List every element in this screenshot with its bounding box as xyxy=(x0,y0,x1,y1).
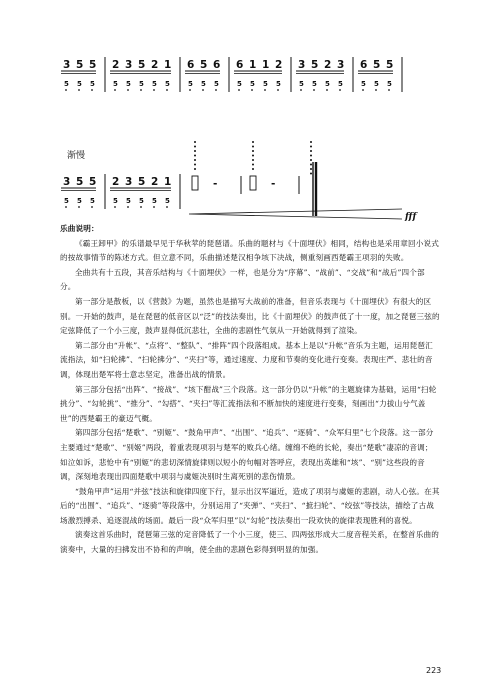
tremolo-mark xyxy=(252,168,254,170)
octave-dot xyxy=(339,89,341,91)
bass-note: 5 xyxy=(165,80,170,88)
note: 3 xyxy=(63,59,71,71)
bass-note: 5 xyxy=(299,80,304,88)
note: 5 xyxy=(76,59,84,71)
explanation-section xyxy=(60,222,440,558)
crescendo-hairpin xyxy=(189,209,402,219)
paragraph: 第四部分包括“楚歌”、“别姬”、“鼓角甲声”、“出围”、“追兵”、“逐骑”、“众军归里”七个段落。这一部分主要通过“楚歌”、“别姬”两段，着重表现项羽与楚军的败兵心绪。缠绵不绝的长轮，奏出“楚歌”凄凉的音调；如泣如诉，悲怆中有“别姬”的悲切深情旋律则以短小的句幅对答呼应，表现出英雄和“垓”、“别”这些段的音调，深刻地表现出四面楚歌中项羽与虞姬决别时生离死别的悲伤情景。 xyxy=(60,428,434,482)
bass-note: 5 xyxy=(276,80,281,88)
tremolo-mark xyxy=(252,155,254,157)
bass-note: 5 xyxy=(201,80,206,88)
bass-note: 5 xyxy=(237,80,242,88)
note: 3 xyxy=(125,176,133,188)
bass-note: 5 xyxy=(77,197,82,205)
octave-dot xyxy=(326,89,328,91)
bass-note: 5 xyxy=(113,197,118,205)
tremolo-mark xyxy=(310,159,312,161)
note: 2 xyxy=(112,59,120,71)
note: 1 xyxy=(262,59,270,71)
bass-note: 5 xyxy=(152,197,157,205)
octave-dot xyxy=(114,206,116,208)
octave-dot xyxy=(388,89,390,91)
note: 5 xyxy=(89,59,97,71)
paragraph: 第二部分由“升帐”、“点将”、“整队”、“排阵”四个段落组成。基本上是以“升帐”音乐为主题，运用琵琶汇流指法，如“扫轮拂”、“扫轮拂分”、“夹扫”等，通过速度、力度和节奏的变化进行变奏。表现庄严、悲壮的音调，体现出楚军将士意志坚定，准备出战的情景。 xyxy=(60,340,433,379)
octave-dot xyxy=(313,89,315,91)
chord-box xyxy=(250,176,256,190)
bass-note: 5 xyxy=(139,80,144,88)
note: 5 xyxy=(138,176,146,188)
note: 6 xyxy=(187,59,195,71)
octave-dot xyxy=(65,206,67,208)
explanation-body xyxy=(60,237,440,558)
bass-note: 5 xyxy=(338,80,343,88)
tremolo-mark xyxy=(194,150,196,152)
note: 5 xyxy=(200,59,208,71)
bass-note: 5 xyxy=(165,197,170,205)
octave-dot xyxy=(264,89,266,91)
bass-note: 5 xyxy=(64,80,69,88)
octave-dot xyxy=(202,89,204,91)
tremolo-mark xyxy=(310,155,312,157)
octave-dot xyxy=(153,89,155,91)
note: 2 xyxy=(112,176,120,188)
tremolo-mark xyxy=(194,168,196,170)
bass-note: 5 xyxy=(325,80,330,88)
tremolo-mark xyxy=(310,150,312,152)
bass-note: 5 xyxy=(126,197,131,205)
paragraph: 第一部分是散板，以《营鼓》为题，虽然也是描写大战前的准备，但音乐表现与《十面埋伏》有很大的区别。一开始的鼓声，是在琵琶的低音区以“泛”的技法奏出，比《十面埋伏》的鼓声低了十一度，加之琵琶三弦的定弦降低了一个小三度，鼓声显得低沉悲壮，全曲的悲剧性气氛从一开始就得到了渲染。 xyxy=(60,296,440,336)
octave-dot xyxy=(375,89,377,91)
bass-note: 5 xyxy=(188,80,193,88)
note: 2 xyxy=(324,59,332,71)
note: 1 xyxy=(249,59,257,71)
octave-dot xyxy=(300,89,302,91)
note: 5 xyxy=(373,59,381,71)
bass-note: 5 xyxy=(90,197,95,205)
octave-dot xyxy=(238,89,240,91)
tremolo-mark xyxy=(194,155,196,157)
bass-note: 5 xyxy=(263,80,268,88)
bass-note: 5 xyxy=(312,80,317,88)
note: 6 xyxy=(236,59,244,71)
note: 2 xyxy=(275,59,283,71)
octave-dot xyxy=(140,89,142,91)
octave-dot xyxy=(78,89,80,91)
bass-note: 5 xyxy=(152,80,157,88)
bass-note: 5 xyxy=(126,80,131,88)
score-svg xyxy=(0,0,483,225)
bass-note: 5 xyxy=(64,197,69,205)
page-number: 223 xyxy=(426,666,442,675)
note: 5 xyxy=(89,176,97,188)
paragraph: “鼓角甲声”运用“并弦”技法和旋律四度下行，显示出汉军逼近，造成了项羽与虞姬的悲剧，动人心弦。在其后的“出围”、“追兵”、“逐骑”等段落中，分别运用了“夹弹”、“夹扫”、“摭扫轮”、“绞弦”等技法，描绘了古战场激烈搏杀、追逐混战的场面。最后一段“众军归里”以“勾轮”技法奏出一段欢快的旋律表现胜利的喜悦。 xyxy=(60,486,440,525)
bass-note: 5 xyxy=(374,80,379,88)
octave-dot xyxy=(153,206,155,208)
chord-box xyxy=(192,176,198,190)
octave-dot xyxy=(78,206,80,208)
tremolo-mark xyxy=(310,173,312,175)
dynamic-marking: fff xyxy=(405,212,417,222)
tremolo-mark xyxy=(194,164,196,166)
paragraph: 全曲共有十五段，其音乐结构与《十面埋伏》一样，也是分为“序幕”、“战前”、“交战”和“战后”四个部分。 xyxy=(60,267,425,292)
note: 2 xyxy=(151,176,159,188)
note: 3 xyxy=(298,59,306,71)
sustain-dash: - xyxy=(213,178,218,190)
tremolo-mark xyxy=(194,159,196,161)
octave-dot xyxy=(91,89,93,91)
octave-dot xyxy=(127,89,129,91)
paragraph: 第三部分包括“出阵”、“接战”、“垓下酣战”三个段落。这一部分仍以“升帐”的主题旋律为基础，运用“扫轮挑分”、“勾轮挑”、“推分”、“勾搭”、“夹扫”等汇流指法和不断加快的速度进行变奏，刻画出“力拔山兮气盖世”的西楚霸王的豪迈气概。 xyxy=(60,384,437,423)
tremolo-mark xyxy=(252,146,254,148)
octave-dot xyxy=(251,89,253,91)
octave-dot xyxy=(166,89,168,91)
score-row-1 xyxy=(61,57,402,92)
tempo-marking: 渐慢 xyxy=(67,151,86,161)
note: 1 xyxy=(164,59,172,71)
note: 5 xyxy=(311,59,319,71)
note: 5 xyxy=(76,176,84,188)
bass-note: 5 xyxy=(361,80,366,88)
note: 6 xyxy=(213,59,221,71)
octave-dot xyxy=(140,206,142,208)
octave-dot xyxy=(277,89,279,91)
note: 6 xyxy=(360,59,368,71)
tremolo-mark xyxy=(252,141,254,143)
bass-note: 5 xyxy=(139,197,144,205)
note: 3 xyxy=(125,59,133,71)
tremolo-mark xyxy=(252,150,254,152)
tremolo-mark xyxy=(252,159,254,161)
sustain-dash: - xyxy=(271,178,276,190)
bass-note: 5 xyxy=(113,80,118,88)
music-score xyxy=(0,0,483,225)
tremolo-mark xyxy=(310,146,312,148)
tremolo-mark xyxy=(310,141,312,143)
note: 5 xyxy=(386,59,394,71)
octave-dot xyxy=(215,89,217,91)
tremolo-mark xyxy=(194,146,196,148)
note: 1 xyxy=(164,176,172,188)
bass-note: 5 xyxy=(387,80,392,88)
tremolo-mark xyxy=(310,164,312,166)
octave-dot xyxy=(91,206,93,208)
note: 2 xyxy=(151,59,159,71)
octave-dot xyxy=(362,89,364,91)
octave-dot xyxy=(127,206,129,208)
tremolo-mark xyxy=(310,168,312,170)
tremolo-mark xyxy=(252,164,254,166)
octave-dot xyxy=(166,206,168,208)
octave-dot xyxy=(65,89,67,91)
octave-dot xyxy=(189,89,191,91)
bass-note: 5 xyxy=(90,80,95,88)
bass-note: 5 xyxy=(250,80,255,88)
score-row-2 xyxy=(61,174,180,209)
note: 5 xyxy=(138,59,146,71)
paragraph: 《霸王卸甲》的乐谱最早见于华秋苹的琵琶谱。乐曲的题材与《十面埋伏》相同，结构也是采用章回小说式的按故事情节的陈述方式。但立意不同，乐曲描述楚汉相争垓下决战，侧重刻画西楚霸王项羽的失败。 xyxy=(60,238,439,263)
tremolo-mark xyxy=(194,141,196,143)
bass-note: 5 xyxy=(214,80,219,88)
note: 3 xyxy=(337,59,345,71)
bass-note: 5 xyxy=(77,80,82,88)
score-row-2-ornaments xyxy=(67,141,418,222)
note: 3 xyxy=(63,176,71,188)
section-heading: 乐曲说明： xyxy=(60,224,99,233)
octave-dot xyxy=(114,89,116,91)
paragraph: 演奏这首乐曲时，琵琶第三弦的定音降低了一个小三度，使三、四两弦形成大二度音程关系，在整首乐曲的演奏中，大量的扫拂发出不协和的声响，使全曲的悲剧色彩得到明显的加强。 xyxy=(60,530,439,555)
